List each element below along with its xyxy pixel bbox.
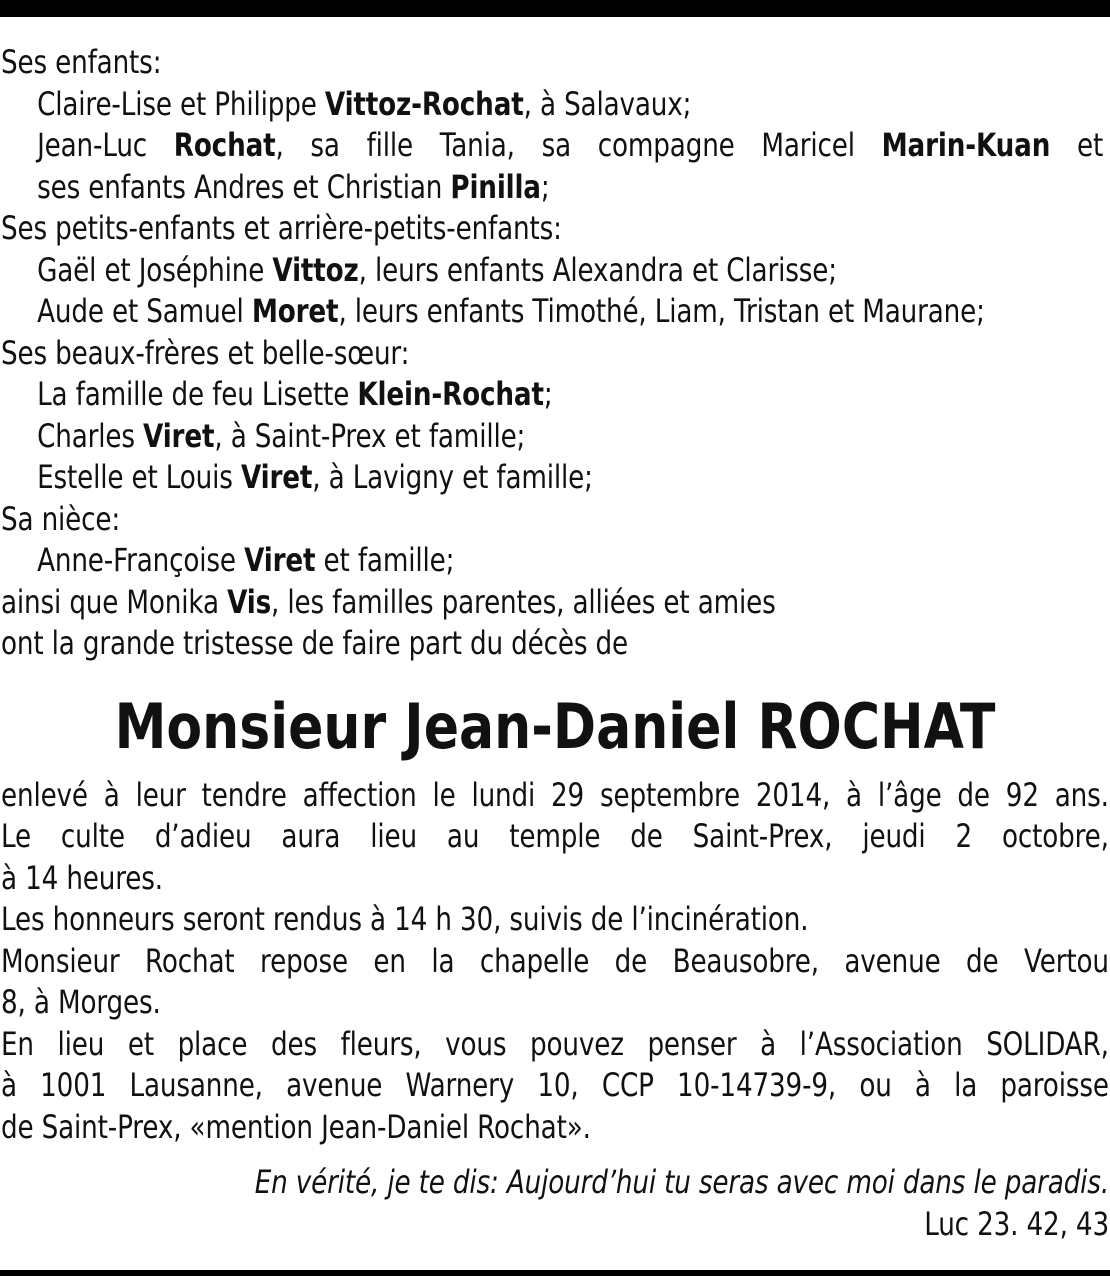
text: ; bbox=[540, 167, 550, 206]
text: , les familles parentes, alliées et amies bbox=[271, 582, 776, 621]
text: et bbox=[1050, 126, 1104, 164]
text: , leurs enfants Alexandra et Clarisse; bbox=[358, 250, 837, 289]
grandchildren-heading: Ses petits-enfants et arrière-petits-enfants: bbox=[1, 209, 562, 247]
text: Estelle et Louis bbox=[37, 458, 241, 496]
relative-line-grand2 bbox=[1, 291, 985, 333]
details-line-6: 8, à Morges. bbox=[1, 983, 161, 1021]
text: ses enfants Andres et Christian bbox=[37, 167, 451, 206]
relative-line-others bbox=[1, 582, 910, 624]
text: Anne-Françoise bbox=[37, 541, 245, 579]
text: Claire-Lise et Philippe bbox=[37, 84, 325, 123]
details-line-8: à 1001 Lausanne, avenue Warnery 10, CCP 10-14739-9, ou à la paroisse bbox=[1, 1066, 1109, 1104]
family-name: Rochat bbox=[173, 126, 276, 164]
relative-line-inlaw1 bbox=[1, 374, 910, 416]
family-name: Marin-Kuan bbox=[881, 126, 1051, 164]
details-line-4: Les honneurs seront rendus à 14 h 30, suivis de l’incinération. bbox=[1, 900, 809, 938]
text: , leurs enfants Timothé, Liam, Tristan et Maurane; bbox=[338, 292, 985, 330]
family-name: Klein-Rochat bbox=[357, 375, 544, 413]
spacer bbox=[1, 1148, 1109, 1162]
relative-line-grand1 bbox=[1, 250, 910, 292]
text: Aude et Samuel bbox=[37, 292, 252, 330]
family-name: Viret bbox=[240, 458, 313, 496]
family-name: Vittoz-Rochat bbox=[324, 84, 524, 123]
text: et famille; bbox=[315, 541, 455, 579]
text: ainsi que Monika bbox=[1, 582, 228, 621]
text: Gaël et Joséphine bbox=[37, 250, 273, 289]
niece-heading: Sa nièce: bbox=[1, 499, 121, 538]
relative-line-child2-cont bbox=[1, 167, 910, 209]
details-line-7: En lieu et place des fleurs, vous pouvez penser à l’Association SOLIDAR, bbox=[1, 1024, 1109, 1063]
relative-line-inlaw2 bbox=[1, 416, 910, 458]
family-name: Viret bbox=[244, 541, 316, 579]
family-name: Vittoz bbox=[272, 250, 359, 289]
text: , à Salavaux; bbox=[523, 84, 692, 123]
family-name: Pinilla bbox=[450, 167, 541, 206]
details-line-2: Le culte d’adieu aura lieu au temple de Saint-Prex, jeudi 2 octobre, bbox=[1, 817, 1109, 855]
family-name: Vis bbox=[227, 582, 272, 621]
top-border-rule bbox=[0, 0, 1110, 17]
details-line-3: à 14 heures. bbox=[1, 858, 163, 897]
text: Charles bbox=[37, 416, 144, 455]
relative-line-child1 bbox=[1, 84, 910, 126]
text: ; bbox=[543, 375, 553, 413]
text: La famille de feu Lisette bbox=[37, 375, 358, 413]
bible-quote: En vérité, je te dis: Aujourd’hui tu seras avec moi dans le paradis. bbox=[254, 1163, 1109, 1201]
details-line-9: de Saint-Prex, «mention Jean-Daniel Rochat». bbox=[1, 1107, 591, 1146]
family-name: Viret bbox=[143, 416, 215, 455]
text: Jean-Luc bbox=[37, 126, 174, 164]
relative-line-inlaw3 bbox=[1, 457, 910, 499]
relative-line-child2 bbox=[1, 125, 1103, 167]
family-name: Moret bbox=[251, 292, 339, 330]
relative-line-niece1 bbox=[1, 540, 910, 582]
details-line-5: Monsieur Rochat repose en la chapelle de Beausobre, avenue de Vertou bbox=[1, 941, 1109, 980]
bottom-border-rule bbox=[0, 1270, 1110, 1276]
bible-reference: Luc 23. 42, 43 bbox=[924, 1204, 1109, 1243]
text: , sa fille Tania, sa compagne Maricel bbox=[275, 126, 882, 164]
text: , à Lavigny et famille; bbox=[312, 458, 593, 496]
deceased-name-headline: Monsieur Jean-Daniel ROCHAT bbox=[114, 689, 996, 763]
announcement-line: ont la grande tristesse de faire part du décès de bbox=[1, 624, 628, 662]
children-heading: Ses enfants: bbox=[1, 43, 162, 81]
obituary-notice bbox=[1, 42, 1109, 1245]
details-line-1: enlevé à leur tendre affection le lundi 29 septembre 2014, à l’âge de 92 ans. bbox=[1, 775, 1109, 814]
inlaws-heading: Ses beaux-frères et belle-sœur: bbox=[1, 333, 410, 372]
text: , à Saint-Prex et famille; bbox=[214, 416, 526, 455]
